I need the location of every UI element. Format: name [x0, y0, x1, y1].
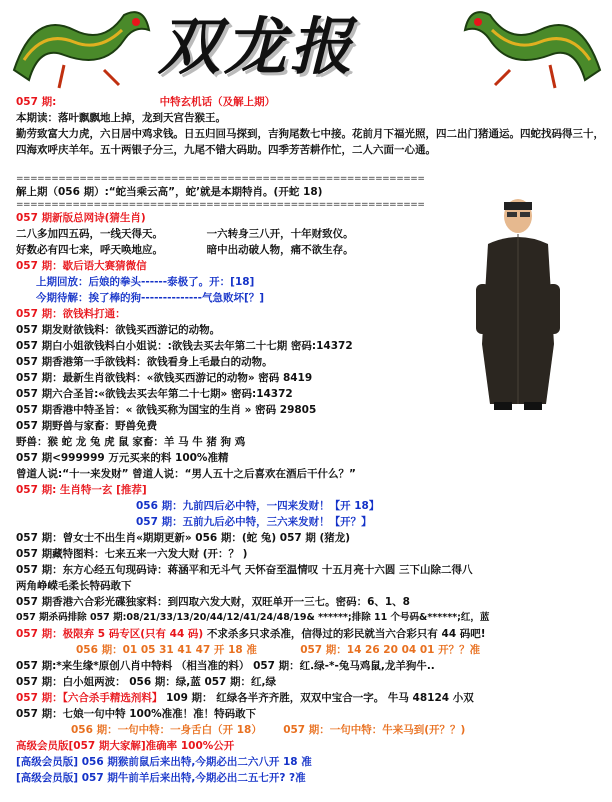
content-body	[16, 94, 606, 786]
money-line: 057 期六合圣旨:«欲钱去买去年第二十七期» 密码:14372	[16, 388, 293, 400]
kill-numbers	[16, 642, 606, 658]
verse-b: 057 期：一句中特：牛来马到(开？？)	[283, 724, 466, 736]
money-line: 057 期发财欲钱料：欲钱买西游记的动物。	[16, 324, 221, 336]
verse-a: 056 期：一句中特：一身舌白（开 18）	[71, 724, 262, 736]
more-line: 057 期：东方心经五句现码诗：蒋涵平和无斗气 天怀奋至温情叹 十五月亮十六圆 三下山除二得八	[16, 564, 473, 576]
more-line: 057 期：白小姐两波： 056 期：绿,蓝 057 期：红,绿	[16, 676, 277, 688]
vip-line: [高级会员版] 056 期猴前鼠后来出特,今期必出二六八开 18 准	[16, 756, 312, 768]
money-line: 野兽：猴 蛇 龙 兔 虎 鼠 家畜：羊 马 牛 猪 狗 鸡	[16, 436, 246, 448]
kill-row-b: 057 期：14 26 20 04 01 开？？准	[300, 644, 481, 656]
dragon-icon	[4, 0, 154, 92]
hk-prev: 上期回放：后娘的拳头------泰极了。开：[18]	[36, 276, 255, 288]
tip-line: 本期读：落叶飘飘地上掉，龙到天宫告猴王。	[16, 112, 226, 124]
separator: ==========================================================	[16, 174, 425, 184]
poem-line	[16, 242, 606, 258]
money-line: 057 期野兽与家畜：野兽免费	[16, 420, 158, 432]
vip-line: [高级会员版] 057 期牛前羊后来出特,今期必出二五七开? ?准	[16, 772, 306, 784]
money-line: 057 期：最新生肖欲钱料：«欲钱买西游记的动物» 密码 8419	[16, 372, 313, 384]
vip-heading: 高级会员版[057 期大家解]准确率 100%公开	[16, 740, 235, 752]
kill-row	[16, 626, 606, 642]
kill-heading: 057 期：极限弃 5 码专区(只有 44 码)	[16, 628, 204, 640]
one-line: 057 期：七娘一句中特 100%准准！准！特码敢下	[16, 708, 257, 720]
zodiac-heading: 057 期: 生肖特一玄 [推荐]	[16, 484, 147, 496]
dragon-icon	[460, 0, 610, 92]
adv-row	[16, 690, 606, 706]
poem-text: 二八多加四五码，一线天得天。	[16, 228, 163, 240]
money-heading: 057 期：欲钱料打通：	[16, 308, 126, 320]
tip-heading: 中特玄机话（及解上期）	[159, 96, 276, 108]
more-line: 057 期:*来生缘*原创八肖中特料 （相当准的料） 057 期：红.绿-*-兔马鸡鼠,龙羊狗牛..	[16, 660, 435, 672]
more-line: 057 期藏特图料：七来五来一六发大财 (开：？ )	[16, 548, 248, 560]
page-title: 双龙报	[158, 10, 357, 83]
poem-text: 一六转身三八开，十年财致仪。	[206, 228, 354, 240]
zodiac-line: 057 期：五前九后必中特，三六来发财！【开？】	[136, 516, 372, 528]
more-line: 057 期：曾女士不出生肖«期期更新» 056 期：(蛇 兔) 057 期 (猪龙)	[16, 532, 351, 544]
hk-now: 今期待解：挨了棒的狗--------------气急败坏[？]	[36, 292, 265, 304]
kill-row-a: 056 期：01 05 31 41 47 开 18 准	[76, 644, 257, 656]
tip-issue: 057 期:	[16, 96, 57, 108]
hk-heading: 057 期：歇后语大赛猜微信	[16, 260, 147, 272]
adv-text: 109 期： 红绿各半齐齐胜，双双中宝合一字。 牛马 48124 小双	[165, 692, 474, 704]
money-line: 057 期白小姐欲钱料白小姐说：:欲钱去买去年第二十七期 密码:14372	[16, 340, 353, 352]
prev-solution: 解上期（056 期）:“蛇当乘云高”，蛇’就是本期特肖。(开蛇 18)	[16, 186, 323, 198]
more-line: 两角峥嵘毛柔长特码敢下	[16, 580, 132, 592]
header-banner	[0, 0, 612, 94]
money-line: 057 期<999999 万元买来的料 100%准精	[16, 452, 229, 464]
poem-heading: 057 期新版总网诗(猜生肖)	[16, 212, 146, 224]
tip-line: 勤劳致富大力虎，六日居中鸡求钱。日五归回马探到，吉狗尾数七中接。花前月下福光照，四二出门猪通运。四蛇找码得三十，四海欢呼庆羊年。五十两银子分三，九尾不错大码助。四季芳苦耕作忙，二人六面一心通。	[16, 128, 604, 156]
more-line: 057 期香港六合彩光碟独家料：到四取六发大财，双旺单开一三七。密码：6、1、8	[16, 596, 410, 608]
separator: ==========================================================	[16, 200, 425, 210]
money-line: 057 期香港第一手欲钱料：欲钱看身上毛最白的动物。	[16, 356, 273, 368]
kill-text: 不求杀多只求杀准，信得过的彩民就当六合彩只有 44 码吧!	[206, 628, 486, 640]
adv-heading: 057 期：【六合杀手精选剂料】	[16, 692, 163, 704]
poem-text: 暗中出动破人物，痛不欲生存。	[206, 244, 354, 256]
money-line: 057 期香港中特圣旨：« 欲钱买称为国宝的生肖 » 密码 29805	[16, 404, 317, 416]
money-line: 曾道人说:“十一来发财” 曾道人说：“男人五十之后喜欢在酒后干什么？”	[16, 468, 356, 480]
poem-line	[16, 226, 606, 242]
poem-text: 好数必有四七来，呼天唤地应。	[16, 244, 163, 256]
verse-row	[16, 722, 606, 738]
zodiac-line: 056 期：九前四后必中特，一四来发财！【开 18】	[136, 500, 380, 512]
more-line: 057 期杀码排除 057 期:08/21/33/13/20/44/12/41/24/48/19& ******;排除 11 个号码&******;红，蓝	[16, 612, 490, 623]
tip-heading-row	[16, 94, 606, 110]
